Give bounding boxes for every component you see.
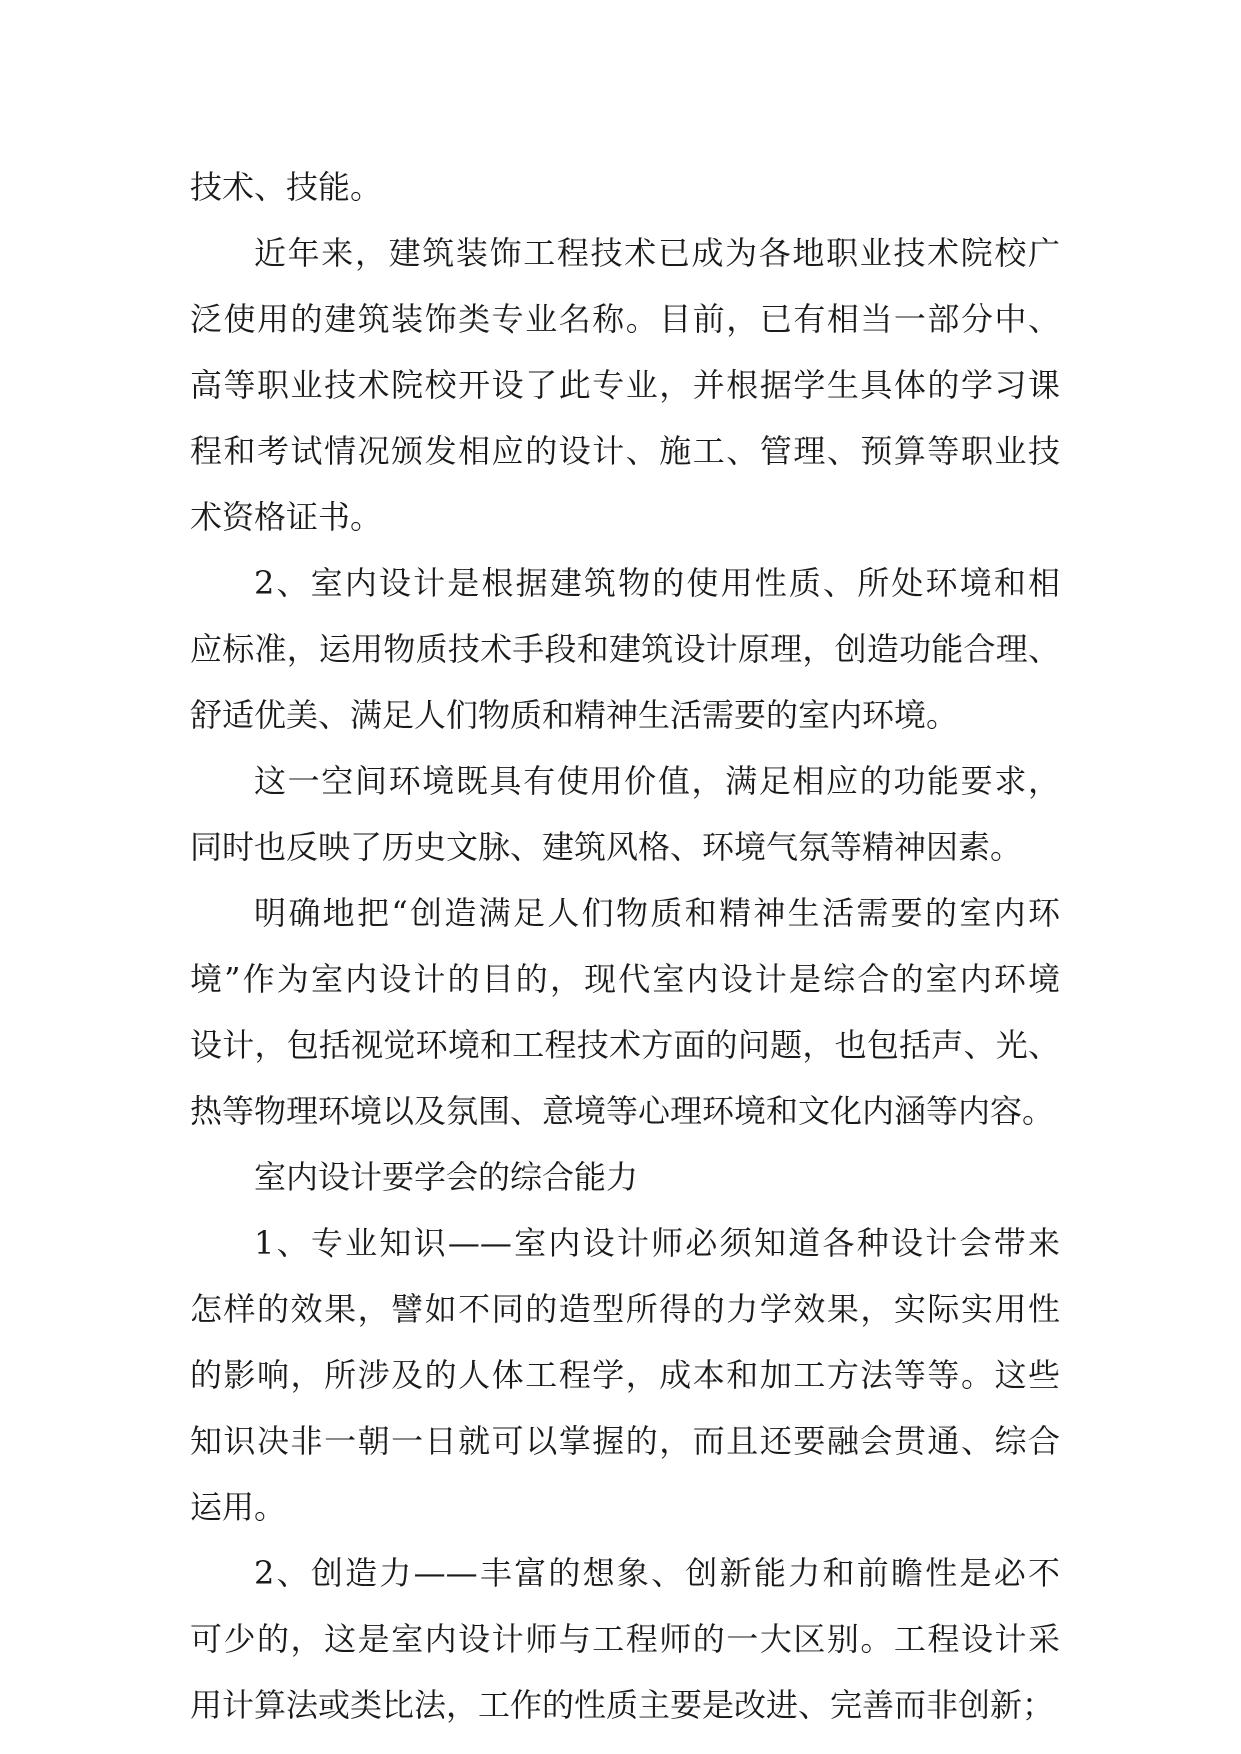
body-text bbox=[190, 154, 1060, 1738]
text-line: 泛使用的建筑装饰类专业名称。目前，已有相当一部分中、 bbox=[190, 300, 1060, 338]
text-line: 1、专业知识——室内设计师必须知道各种设计会带来 bbox=[254, 1224, 1060, 1262]
text-line: 程和考试情况颁发相应的设计、施工、管理、预算等职业技 bbox=[190, 432, 1060, 470]
text-line: 这一空间环境既具有使用价值，满足相应的功能要求， bbox=[254, 762, 1060, 800]
text-line: 技术、技能。 bbox=[190, 168, 383, 206]
text-line: 知识决非一朝一日就可以掌握的，而且还要融会贯通、综合 bbox=[190, 1422, 1060, 1460]
text-line: 术资格证书。 bbox=[190, 498, 383, 536]
text-line: 2、创造力——丰富的想象、创新能力和前瞻性是必不 bbox=[254, 1554, 1060, 1592]
text-line: 用计算法或类比法，工作的性质主要是改进、完善而非创新； bbox=[190, 1686, 1055, 1724]
text-line: 热等物理环境以及氛围、意境等心理环境和文化内涵等内容。 bbox=[190, 1092, 1055, 1130]
text-line: 境”作为室内设计的目的，现代室内设计是综合的室内环境 bbox=[190, 960, 1060, 998]
text-line: 高等职业技术院校开设了此专业，并根据学生具体的学习课 bbox=[190, 366, 1060, 404]
text-line: 怎样的效果，譬如不同的造型所得的力学效果，实际实用性 bbox=[190, 1290, 1060, 1328]
text-line: 舒适优美、满足人们物质和精神生活需要的室内环境。 bbox=[190, 696, 959, 734]
text-line: 同时也反映了历史文脉、建筑风格、环境气氛等精神因素。 bbox=[190, 828, 1023, 866]
text-line: 的影响，所涉及的人体工程学，成本和加工方法等等。这些 bbox=[190, 1356, 1060, 1394]
text-line: 可少的，这是室内设计师与工程师的一大区别。工程设计采 bbox=[190, 1620, 1060, 1658]
text-line: 运用。 bbox=[190, 1488, 287, 1526]
text-line: 应标准，运用物质技术手段和建筑设计原理，创造功能合理、 bbox=[190, 630, 1060, 668]
text-line: 2、室内设计是根据建筑物的使用性质、所处环境和相 bbox=[254, 564, 1060, 602]
section-heading: 室内设计要学会的综合能力 bbox=[254, 1158, 639, 1196]
text-line: 设计，包括视觉环境和工程技术方面的问题，也包括声、光、 bbox=[190, 1026, 1060, 1064]
text-line: 近年来，建筑装饰工程技术已成为各地职业技术院校广 bbox=[254, 234, 1060, 272]
text-line: 明确地把“创造满足人们物质和精神生活需要的室内环 bbox=[254, 894, 1060, 932]
